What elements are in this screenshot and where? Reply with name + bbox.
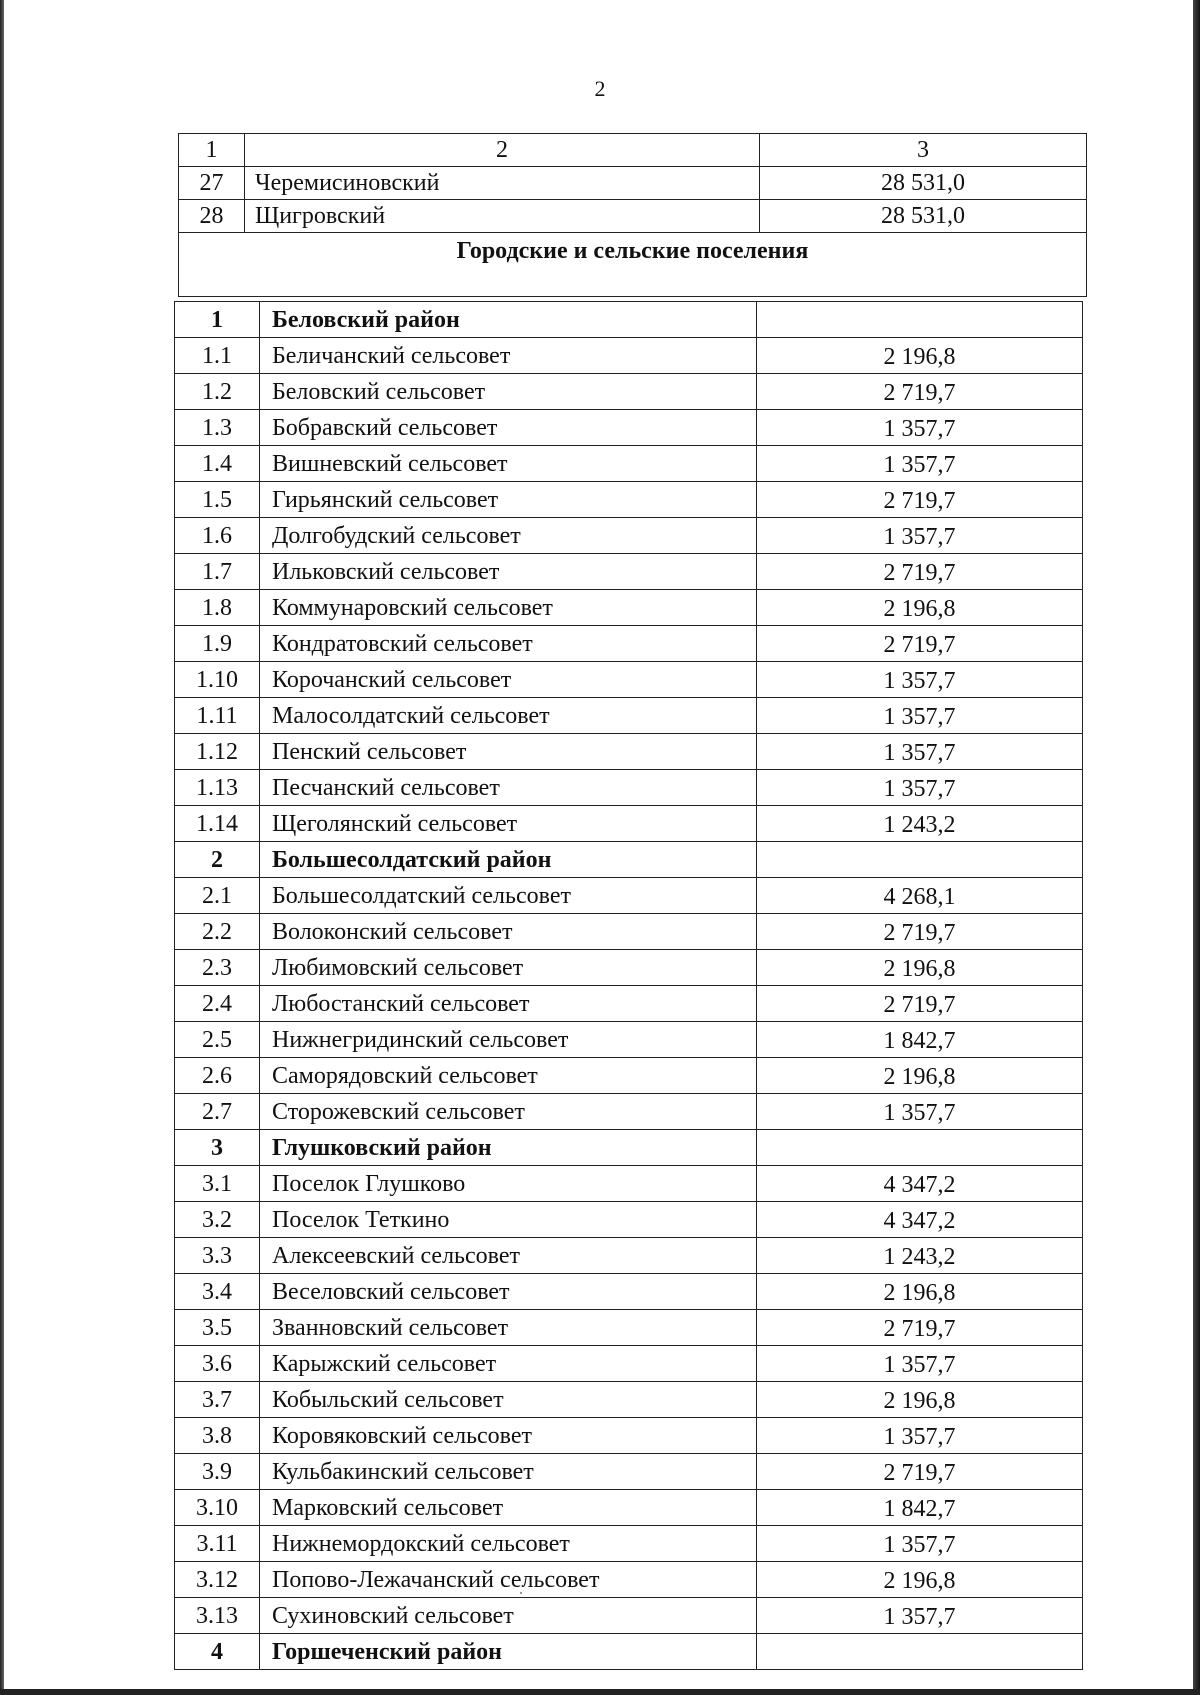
row-name: Поселок Глушково bbox=[260, 1166, 757, 1202]
row-value: 1 357,7 bbox=[757, 770, 1083, 806]
table-row bbox=[175, 1418, 1083, 1454]
row-value: 28 531,0 bbox=[760, 200, 1087, 233]
header-col-3: 3 bbox=[760, 134, 1087, 167]
row-number: 2.5 bbox=[175, 1022, 260, 1058]
table-row bbox=[175, 626, 1083, 662]
table-row bbox=[175, 1058, 1083, 1094]
row-value: 2 196,8 bbox=[757, 950, 1083, 986]
row-number: 1.4 bbox=[175, 446, 260, 482]
table-row bbox=[175, 734, 1083, 770]
header-col-1: 1 bbox=[179, 134, 245, 167]
row-value: 1 357,7 bbox=[757, 734, 1083, 770]
header-col-2: 2 bbox=[245, 134, 760, 167]
row-value: 2 719,7 bbox=[757, 374, 1083, 410]
row-name: Попово-Лежачанский сельсовет bbox=[260, 1562, 757, 1598]
table-row bbox=[175, 1094, 1083, 1130]
row-name: Поселок Теткино bbox=[260, 1202, 757, 1238]
row-number: 3.4 bbox=[175, 1274, 260, 1310]
row-value: 2 196,8 bbox=[757, 1274, 1083, 1310]
table-row bbox=[175, 986, 1083, 1022]
row-value: 1 357,7 bbox=[757, 662, 1083, 698]
table-row bbox=[175, 338, 1083, 374]
table-row bbox=[175, 518, 1083, 554]
row-value bbox=[757, 1634, 1083, 1670]
row-number: 1.2 bbox=[175, 374, 260, 410]
table-row bbox=[175, 1454, 1083, 1490]
table-row bbox=[175, 950, 1083, 986]
row-number: 1.5 bbox=[175, 482, 260, 518]
row-name: Кондратовский сельсовет bbox=[260, 626, 757, 662]
row-name: Коровяковский сельсовет bbox=[260, 1418, 757, 1454]
row-name: Малосолдатский сельсовет bbox=[260, 698, 757, 734]
table-row bbox=[175, 806, 1083, 842]
row-number: 3.9 bbox=[175, 1454, 260, 1490]
row-number: 3 bbox=[175, 1130, 260, 1166]
row-number: 2.6 bbox=[175, 1058, 260, 1094]
table-row bbox=[175, 878, 1083, 914]
row-number: 3.1 bbox=[175, 1166, 260, 1202]
row-number: 2 bbox=[175, 842, 260, 878]
row-value: 2 719,7 bbox=[757, 1310, 1083, 1346]
row-name: Гирьянский сельсовет bbox=[260, 482, 757, 518]
scan-edge-right bbox=[1193, 0, 1200, 1695]
row-name: Алексеевский сельсовет bbox=[260, 1238, 757, 1274]
row-name: Большесолдатский район bbox=[260, 842, 757, 878]
row-value: 1 243,2 bbox=[757, 1238, 1083, 1274]
row-number: 27 bbox=[179, 167, 245, 200]
row-name: Карыжский сельсовет bbox=[260, 1346, 757, 1382]
row-number: 1.9 bbox=[175, 626, 260, 662]
row-number: 3.7 bbox=[175, 1382, 260, 1418]
table-row bbox=[175, 662, 1083, 698]
row-value: 1 357,7 bbox=[757, 698, 1083, 734]
row-value: 1 357,7 bbox=[757, 446, 1083, 482]
row-value: 2 719,7 bbox=[757, 554, 1083, 590]
row-value: 2 719,7 bbox=[757, 482, 1083, 518]
row-value: 2 719,7 bbox=[757, 1454, 1083, 1490]
row-name: Глушковский район bbox=[260, 1130, 757, 1166]
row-name: Щигровский bbox=[245, 200, 760, 233]
table-row bbox=[175, 1202, 1083, 1238]
row-value: 2 196,8 bbox=[757, 1058, 1083, 1094]
row-value: 4 268,1 bbox=[757, 878, 1083, 914]
row-number: 3.10 bbox=[175, 1490, 260, 1526]
row-value: 2 196,8 bbox=[757, 1382, 1083, 1418]
row-number: 1.12 bbox=[175, 734, 260, 770]
table-row bbox=[175, 554, 1083, 590]
row-name: Сторожевский сельсовет bbox=[260, 1094, 757, 1130]
row-number: 3.12 bbox=[175, 1562, 260, 1598]
page-number: 2 bbox=[594, 76, 606, 101]
row-number: 2.7 bbox=[175, 1094, 260, 1130]
row-name: Корочанский сельсовет bbox=[260, 662, 757, 698]
row-name: Веселовский сельсовет bbox=[260, 1274, 757, 1310]
row-number: 3.8 bbox=[175, 1418, 260, 1454]
table-row bbox=[175, 1238, 1083, 1274]
table-row bbox=[175, 590, 1083, 626]
table-row bbox=[175, 1166, 1083, 1202]
table-row bbox=[179, 200, 1087, 233]
row-number: 1.8 bbox=[175, 590, 260, 626]
district-row bbox=[175, 1634, 1083, 1670]
row-number: 1.3 bbox=[175, 410, 260, 446]
row-value: 1 357,7 bbox=[757, 410, 1083, 446]
row-name: Любимовский сельсовет bbox=[260, 950, 757, 986]
table-row bbox=[179, 167, 1087, 200]
table-row bbox=[175, 1490, 1083, 1526]
row-name: Званновский сельсовет bbox=[260, 1310, 757, 1346]
row-number: 28 bbox=[179, 200, 245, 233]
row-value bbox=[757, 302, 1083, 338]
table-top bbox=[178, 133, 1087, 297]
row-value: 1 357,7 bbox=[757, 1526, 1083, 1562]
row-value: 4 347,2 bbox=[757, 1166, 1083, 1202]
row-value: 2 719,7 bbox=[757, 914, 1083, 950]
row-number: 2.4 bbox=[175, 986, 260, 1022]
row-value: 1 243,2 bbox=[757, 806, 1083, 842]
row-name: Беловский сельсовет bbox=[260, 374, 757, 410]
table-row bbox=[175, 914, 1083, 950]
row-name: Кульбакинский сельсовет bbox=[260, 1454, 757, 1490]
row-value: 28 531,0 bbox=[760, 167, 1087, 200]
row-name: Черемисиновский bbox=[245, 167, 760, 200]
scan-speck bbox=[520, 1592, 522, 1594]
row-number: 1.10 bbox=[175, 662, 260, 698]
scan-edge-left bbox=[0, 0, 4, 1695]
row-name: Горшеченский район bbox=[260, 1634, 757, 1670]
row-number: 1.6 bbox=[175, 518, 260, 554]
section-row bbox=[179, 233, 1087, 297]
row-number: 1 bbox=[175, 302, 260, 338]
row-value: 2 719,7 bbox=[757, 626, 1083, 662]
row-number: 3.5 bbox=[175, 1310, 260, 1346]
row-name: Пенский сельсовет bbox=[260, 734, 757, 770]
table-row bbox=[175, 698, 1083, 734]
row-name: Беловский район bbox=[260, 302, 757, 338]
row-name: Вишневский сельсовет bbox=[260, 446, 757, 482]
row-name: Беличанский сельсовет bbox=[260, 338, 757, 374]
row-name: Бобравский сельсовет bbox=[260, 410, 757, 446]
district-row bbox=[175, 1130, 1083, 1166]
row-value: 1 357,7 bbox=[757, 1418, 1083, 1454]
row-number: 1.7 bbox=[175, 554, 260, 590]
settlements-body bbox=[175, 302, 1083, 1670]
row-name: Ильковский сельсовет bbox=[260, 554, 757, 590]
row-name: Песчанский сельсовет bbox=[260, 770, 757, 806]
row-name: Коммунаровский сельсовет bbox=[260, 590, 757, 626]
table-row bbox=[175, 1382, 1083, 1418]
table-row bbox=[175, 1310, 1083, 1346]
row-value: 4 347,2 bbox=[757, 1202, 1083, 1238]
row-value: 1 357,7 bbox=[757, 518, 1083, 554]
row-number: 3.11 bbox=[175, 1526, 260, 1562]
table-row bbox=[175, 482, 1083, 518]
row-name: Волоконский сельсовет bbox=[260, 914, 757, 950]
row-value: 2 719,7 bbox=[757, 986, 1083, 1022]
table-row bbox=[175, 1022, 1083, 1058]
row-value: 1 357,7 bbox=[757, 1094, 1083, 1130]
row-value: 2 196,8 bbox=[757, 338, 1083, 374]
row-number: 1.11 bbox=[175, 698, 260, 734]
row-value bbox=[757, 842, 1083, 878]
row-name: Нижнегридинский сельсовет bbox=[260, 1022, 757, 1058]
row-value: 1 357,7 bbox=[757, 1598, 1083, 1634]
row-value: 1 842,7 bbox=[757, 1022, 1083, 1058]
row-name: Большесолдатский сельсовет bbox=[260, 878, 757, 914]
row-name: Сухиновский сельсовет bbox=[260, 1598, 757, 1634]
row-value: 1 357,7 bbox=[757, 1346, 1083, 1382]
table-row bbox=[175, 374, 1083, 410]
row-name: Щеголянский сельсовет bbox=[260, 806, 757, 842]
row-value bbox=[757, 1130, 1083, 1166]
row-name: Любостанский сельсовет bbox=[260, 986, 757, 1022]
row-value: 2 196,8 bbox=[757, 590, 1083, 626]
row-number: 1.1 bbox=[175, 338, 260, 374]
table-header-row bbox=[179, 134, 1087, 167]
table-settlements bbox=[174, 301, 1083, 1670]
row-number: 1.13 bbox=[175, 770, 260, 806]
table-row bbox=[175, 1526, 1083, 1562]
row-name: Саморядовский сельсовет bbox=[260, 1058, 757, 1094]
district-row bbox=[175, 302, 1083, 338]
row-number: 2.1 bbox=[175, 878, 260, 914]
table-row bbox=[175, 1274, 1083, 1310]
row-number: 3.2 bbox=[175, 1202, 260, 1238]
row-number: 2.2 bbox=[175, 914, 260, 950]
row-number: 4 bbox=[175, 1634, 260, 1670]
table-row bbox=[175, 1598, 1083, 1634]
section-title: Городские и сельские поселения bbox=[179, 233, 1087, 297]
row-number: 3.6 bbox=[175, 1346, 260, 1382]
row-value: 2 196,8 bbox=[757, 1562, 1083, 1598]
row-name: Кобыльский сельсовет bbox=[260, 1382, 757, 1418]
row-number: 3.13 bbox=[175, 1598, 260, 1634]
table-row bbox=[175, 1562, 1083, 1598]
row-name: Нижнемордокский сельсовет bbox=[260, 1526, 757, 1562]
table-row bbox=[175, 410, 1083, 446]
table-row bbox=[175, 1346, 1083, 1382]
row-name: Долгобудский сельсовет bbox=[260, 518, 757, 554]
row-number: 2.3 bbox=[175, 950, 260, 986]
row-number: 1.14 bbox=[175, 806, 260, 842]
scan-edge-bottom bbox=[0, 1689, 1200, 1695]
row-name: Марковский сельсовет bbox=[260, 1490, 757, 1526]
district-row bbox=[175, 842, 1083, 878]
row-number: 3.3 bbox=[175, 1238, 260, 1274]
row-value: 1 842,7 bbox=[757, 1490, 1083, 1526]
table-row bbox=[175, 770, 1083, 806]
table-row bbox=[175, 446, 1083, 482]
